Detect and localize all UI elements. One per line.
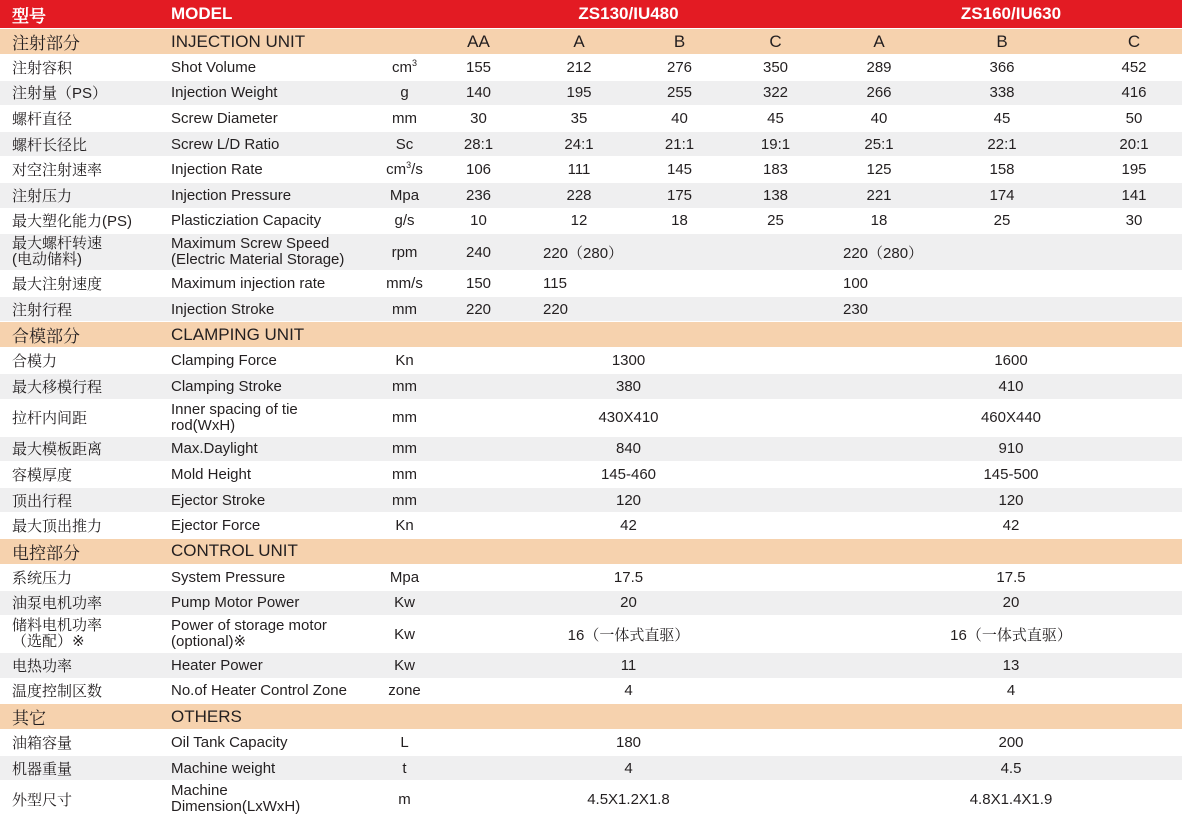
label-en: Max.Daylight <box>165 436 377 462</box>
label-en: Ejector Stroke <box>165 487 377 513</box>
value-model-2: 17.5 <box>825 564 1182 590</box>
value-model-2: 1600 <box>825 348 1182 374</box>
spec-row <box>0 55 1182 81</box>
label-zh: 螺杆长径比 <box>0 131 165 157</box>
label-en: Injection Pressure <box>165 182 377 208</box>
value-cell: 106 <box>432 157 525 183</box>
unit: g/s <box>377 208 432 234</box>
value-cell: 212 <box>525 55 633 81</box>
label-en-line-2: (optional)※ <box>171 633 247 651</box>
value-cell: 138 <box>726 182 825 208</box>
unit: mm <box>377 462 432 488</box>
label-zh: 电热功率 <box>0 653 165 679</box>
label-en: Machine weight <box>165 755 377 781</box>
label-en-line-1: Machine <box>171 782 228 800</box>
value-cell: 228 <box>525 182 633 208</box>
label-en-line-1: Inner spacing of tie <box>171 400 298 418</box>
label-en: No.of Heater Control Zone <box>165 678 377 704</box>
unit: mm <box>377 436 432 462</box>
value-cell: 25 <box>726 208 825 234</box>
spec-row <box>0 296 1182 322</box>
value-cell: 50 <box>1071 106 1182 132</box>
unit-base: cm <box>391 58 412 76</box>
label-zh: 合模力 <box>0 348 165 374</box>
value-cell: 350 <box>726 55 825 81</box>
value-cell: 111 <box>525 157 633 183</box>
label-en-line-1: Power of storage motor <box>171 617 327 635</box>
label-zh <box>0 234 165 271</box>
unit: Kw <box>377 653 432 679</box>
unit-base: cm <box>386 161 407 179</box>
section-title-zh: 注射部分 <box>0 29 165 55</box>
value-cell: 10 <box>432 208 525 234</box>
value-model-1: 11 <box>432 653 825 679</box>
spec-row <box>0 781 1182 818</box>
screw-code-0: AA <box>432 29 525 55</box>
label-en: Plasticziation Capacity <box>165 208 377 234</box>
spec-row <box>0 678 1182 704</box>
value-cell: 158 <box>933 157 1071 183</box>
label-zh-line-1: 最大螺杆转速 <box>12 235 103 253</box>
label-zh: 最大移模行程 <box>0 373 165 399</box>
value-aa: 150 <box>432 271 525 297</box>
section-title-zh: 电控部分 <box>0 538 165 564</box>
unit: zone <box>377 678 432 704</box>
label-zh: 系统压力 <box>0 564 165 590</box>
unit: mm <box>377 296 432 322</box>
label-en: Shot Volume <box>165 55 377 81</box>
value-model-1: 17.5 <box>432 564 825 590</box>
label-zh: 油泵电机功率 <box>0 590 165 616</box>
label-en: Screw L/D Ratio <box>165 131 377 157</box>
screw-code-1: A <box>525 29 633 55</box>
value-model-2 <box>825 296 1182 322</box>
value-model-2: 20 <box>825 590 1182 616</box>
value-cell: 12 <box>525 208 633 234</box>
value-cell: 195 <box>525 80 633 106</box>
screw-code-2: B <box>633 29 726 55</box>
unit: rpm <box>377 234 432 271</box>
value-model-2: 910 <box>825 436 1182 462</box>
value-model-2: 410 <box>825 373 1182 399</box>
section-title-zh: 其它 <box>0 704 165 730</box>
label-zh: 注射容积 <box>0 55 165 81</box>
value-cell: 125 <box>825 157 933 183</box>
unit: Mpa <box>377 564 432 590</box>
value-model-1 <box>525 271 825 297</box>
screw-code-4: A <box>825 29 933 55</box>
value-cell: 45 <box>726 106 825 132</box>
section-fill <box>432 704 1182 730</box>
value-cell: 40 <box>633 106 726 132</box>
value-model-1: 840 <box>432 436 825 462</box>
label-en: Injection Weight <box>165 80 377 106</box>
section-title-en: CONTROL UNIT <box>165 538 377 564</box>
model-label-en: MODEL <box>165 0 377 29</box>
value-cell: 266 <box>825 80 933 106</box>
label-zh: 油箱容量 <box>0 730 165 756</box>
value-cell: 19:1 <box>726 131 825 157</box>
value-cell: 35 <box>525 106 633 132</box>
value-cell: 30 <box>432 106 525 132</box>
label-en <box>165 616 377 653</box>
value-model-2: 145-500 <box>825 462 1182 488</box>
label-zh <box>0 616 165 653</box>
control-section-header <box>0 538 1182 564</box>
value-model-1: 20 <box>432 590 825 616</box>
value-cell: 45 <box>933 106 1071 132</box>
spec-row <box>0 653 1182 679</box>
value-aa: 240 <box>432 234 525 271</box>
value-model-2: 460X440 <box>825 399 1182 436</box>
label-zh: 注射量（PS） <box>0 80 165 106</box>
value-cell: 22:1 <box>933 131 1071 157</box>
spec-row <box>0 590 1182 616</box>
spec-row <box>0 616 1182 653</box>
unit: L <box>377 730 432 756</box>
section-title-en: CLAMPING UNIT <box>165 322 377 348</box>
unit: g <box>377 80 432 106</box>
value-model-1 <box>525 234 825 271</box>
spec-row <box>0 755 1182 781</box>
label-en: Injection Stroke <box>165 296 377 322</box>
injection-section-header <box>0 29 1182 55</box>
label-en: Ejector Force <box>165 513 377 539</box>
value-aa: 220 <box>432 296 525 322</box>
spec-row <box>0 513 1182 539</box>
value-cell: 174 <box>933 182 1071 208</box>
value-model-1: 145-460 <box>432 462 825 488</box>
value-cell: 416 <box>1071 80 1182 106</box>
label-zh: 容模厚度 <box>0 462 165 488</box>
unit-tail: /s <box>411 161 423 179</box>
value-model-1: 42 <box>432 513 825 539</box>
value-cell: 40 <box>825 106 933 132</box>
value-model-2: 16（一体式直驱） <box>825 616 1182 653</box>
section-spacer <box>377 704 432 730</box>
label-en-line-1: Maximum Screw Speed <box>171 235 330 253</box>
value-model-2: 120 <box>825 487 1182 513</box>
spec-row <box>0 730 1182 756</box>
label-en: Screw Diameter <box>165 106 377 132</box>
unit-superscript: 3 <box>411 57 417 68</box>
value-model-1 <box>525 296 825 322</box>
spec-row <box>0 487 1182 513</box>
value-cell: 183 <box>726 157 825 183</box>
screw-code-3: C <box>726 29 825 55</box>
unit-superscript: 3 <box>406 160 412 171</box>
value-model-1: 4.5X1.2X1.8 <box>432 781 825 818</box>
value-model-1: 180 <box>432 730 825 756</box>
unit: mm <box>377 487 432 513</box>
value-cell: 366 <box>933 55 1071 81</box>
label-zh: 最大模板距离 <box>0 436 165 462</box>
spec-row <box>0 462 1182 488</box>
label-zh: 最大顶出推力 <box>0 513 165 539</box>
unit: Mpa <box>377 182 432 208</box>
value-model-1-text: 220（280） <box>543 244 624 262</box>
label-zh: 温度控制区数 <box>0 678 165 704</box>
value-model-2-text: 100 <box>843 274 869 292</box>
value-cell: 18 <box>633 208 726 234</box>
spec-row <box>0 157 1182 183</box>
value-model-2-text: 230 <box>843 300 869 318</box>
model-header-row <box>0 0 1182 29</box>
value-cell: 21:1 <box>633 131 726 157</box>
section-title-en: OTHERS <box>165 704 377 730</box>
value-cell: 18 <box>825 208 933 234</box>
value-model-2: 200 <box>825 730 1182 756</box>
value-model-2: 4.8X1.4X1.9 <box>825 781 1182 818</box>
unit: mm/s <box>377 271 432 297</box>
label-en <box>165 781 377 818</box>
section-fill <box>432 538 1182 564</box>
unit: mm <box>377 399 432 436</box>
value-model-2-text: 220（280） <box>843 244 924 262</box>
value-cell: 141 <box>1071 182 1182 208</box>
label-en: Injection Rate <box>165 157 377 183</box>
spec-row <box>0 106 1182 132</box>
label-zh: 外型尺寸 <box>0 781 165 818</box>
unit: mm <box>377 373 432 399</box>
value-model-1: 4 <box>432 678 825 704</box>
value-model-1: 4 <box>432 755 825 781</box>
unit: Kn <box>377 348 432 374</box>
label-en: Heater Power <box>165 653 377 679</box>
label-en: Maximum injection rate <box>165 271 377 297</box>
label-zh: 顶出行程 <box>0 487 165 513</box>
unit <box>377 157 432 183</box>
spec-row <box>0 348 1182 374</box>
spec-row <box>0 399 1182 436</box>
screw-code-6: C <box>1071 29 1182 55</box>
value-cell: 236 <box>432 182 525 208</box>
value-model-1: 1300 <box>432 348 825 374</box>
value-model-2 <box>825 271 1182 297</box>
section-spacer <box>377 322 432 348</box>
value-cell: 175 <box>633 182 726 208</box>
value-cell: 322 <box>726 80 825 106</box>
label-en <box>165 234 377 271</box>
value-model-2: 4 <box>825 678 1182 704</box>
value-cell: 338 <box>933 80 1071 106</box>
section-title-en: INJECTION UNIT <box>165 29 377 55</box>
spec-row <box>0 208 1182 234</box>
label-zh: 最大塑化能力(PS) <box>0 208 165 234</box>
label-en: Clamping Force <box>165 348 377 374</box>
label-en: Clamping Stroke <box>165 373 377 399</box>
value-model-2: 13 <box>825 653 1182 679</box>
value-model-1: 16（一体式直驱） <box>432 616 825 653</box>
label-en: System Pressure <box>165 564 377 590</box>
spec-row <box>0 182 1182 208</box>
label-en-line-2: (Electric Material Storage) <box>171 251 345 269</box>
label-zh: 拉杆内间距 <box>0 399 165 436</box>
label-zh: 对空注射速率 <box>0 157 165 183</box>
value-model-2: 4.5 <box>825 755 1182 781</box>
label-zh: 最大注射速度 <box>0 271 165 297</box>
value-cell: 289 <box>825 55 933 81</box>
unit: Kw <box>377 616 432 653</box>
model-1-name: ZS130/IU480 <box>432 0 825 29</box>
value-cell: 145 <box>633 157 726 183</box>
spec-row <box>0 80 1182 106</box>
value-model-1-text: 220 <box>543 300 569 318</box>
label-zh: 注射压力 <box>0 182 165 208</box>
unit: Sc <box>377 131 432 157</box>
value-cell: 30 <box>1071 208 1182 234</box>
value-model-2 <box>825 234 1182 271</box>
section-spacer <box>377 29 432 55</box>
unit: mm <box>377 106 432 132</box>
label-en: Oil Tank Capacity <box>165 730 377 756</box>
section-fill <box>432 322 1182 348</box>
value-cell: 195 <box>1071 157 1182 183</box>
label-zh-line-2: (电动储料) <box>12 251 82 269</box>
label-zh-line-1: 储料电机功率 <box>12 617 103 635</box>
spec-row <box>0 373 1182 399</box>
label-en-line-2: Dimension(LxWxH) <box>171 798 301 816</box>
spec-row <box>0 564 1182 590</box>
value-cell: 25:1 <box>825 131 933 157</box>
label-en-line-2: rod(WxH) <box>171 416 236 434</box>
spec-row <box>0 436 1182 462</box>
others-section-header <box>0 704 1182 730</box>
value-cell: 25 <box>933 208 1071 234</box>
label-en: Pump Motor Power <box>165 590 377 616</box>
value-model-2: 42 <box>825 513 1182 539</box>
model-2-name: ZS160/IU630 <box>825 0 1182 29</box>
spec-row <box>0 271 1182 297</box>
value-cell: 24:1 <box>525 131 633 157</box>
value-model-1-text: 115 <box>543 274 567 292</box>
value-cell: 155 <box>432 55 525 81</box>
value-cell: 28:1 <box>432 131 525 157</box>
unit <box>377 55 432 81</box>
label-zh: 机器重量 <box>0 755 165 781</box>
label-en: Mold Height <box>165 462 377 488</box>
value-model-1: 120 <box>432 487 825 513</box>
model-label-zh: 型号 <box>0 0 165 29</box>
label-zh: 注射行程 <box>0 296 165 322</box>
spec-row <box>0 131 1182 157</box>
unit: Kn <box>377 513 432 539</box>
screw-code-5: B <box>933 29 1071 55</box>
unit: Kw <box>377 590 432 616</box>
unit: m <box>377 781 432 818</box>
spec-row <box>0 234 1182 271</box>
value-model-1: 380 <box>432 373 825 399</box>
clamping-section-header <box>0 322 1182 348</box>
value-cell: 221 <box>825 182 933 208</box>
unit: t <box>377 755 432 781</box>
label-en <box>165 399 377 436</box>
value-cell: 20:1 <box>1071 131 1182 157</box>
label-zh-line-2: （选配）※ <box>12 633 85 651</box>
section-spacer <box>377 538 432 564</box>
value-cell: 452 <box>1071 55 1182 81</box>
label-zh: 螺杆直径 <box>0 106 165 132</box>
value-model-1: 430X410 <box>432 399 825 436</box>
value-cell: 140 <box>432 80 525 106</box>
section-title-zh: 合模部分 <box>0 322 165 348</box>
value-cell: 255 <box>633 80 726 106</box>
value-cell: 276 <box>633 55 726 81</box>
